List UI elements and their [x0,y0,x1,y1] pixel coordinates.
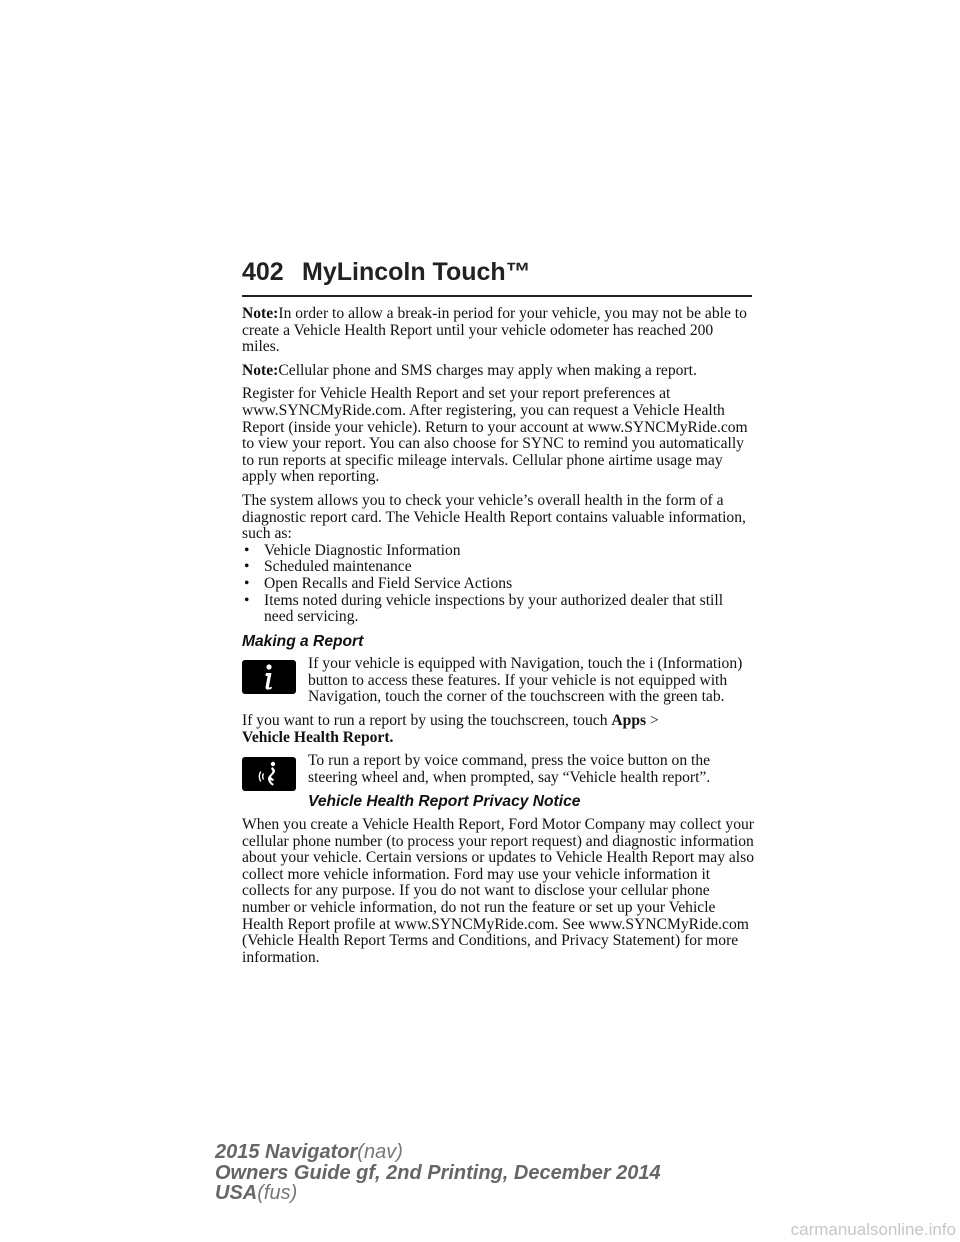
note-label: Note: [242,361,279,379]
bullet-list [242,543,754,626]
voice-paragraph-text: To run a report by voice command, press the voice button on the steering wheel and, when prompted, say “Vehicle health report”. [308,752,711,786]
voice-icon [242,757,296,791]
footer-model-code: (nav) [357,1141,403,1163]
paragraph-info-button [242,656,754,706]
footer-model: 2015 Navigator [215,1141,358,1163]
vehicle-health-report-label: Vehicle Health Report. [242,728,394,746]
apps-label: Apps [611,712,647,730]
list-item: • Vehicle Diagnostic Information [242,543,754,560]
paragraph-privacy: When you create a Vehicle Health Report, Ford Motor Company may collect your cellular phone number (to process your report request) and diagnostic information about your vehicle. Certain versions or updates to Vehicle Health Report may also collect more vehicle information. Ford may use your vehicle information it collects for any purpose. If you do not want to disclose your cellular phone number or vehicle information, do not run the feature or set up your Vehicle Health Report profile at www.SYNCMyRide.com. See www.SYNCMyRide.com (Vehicle Health Report Terms and Conditions, and Privacy Statement) for more information. [242,816,755,966]
touch-prefix: If you want to run a report by using the touchscreen, touch [242,712,612,730]
chapter-title: MyLincoln Touch™ [302,258,531,286]
paragraph-register: Register for Vehicle Health Report and set your report preferences at www.SYNCMyRide.com. After registering, you can request a Vehicle Health Report (inside your vehicle). Return to your account at www.SYNCMyRide.com to view your report. You can also choose for SYNC to remind you automatically to run reports at specific mileage intervals. Cellular phone airtime usage may apply when reporting. [242,385,748,486]
note-text: Cellular phone and SMS charges may apply when making a report. [278,361,697,379]
page-header [242,258,752,298]
touch-separator: > [646,712,659,730]
list-item: • Items noted during vehicle inspections by your authorized dealer that still need servicing. [242,593,754,626]
paragraph-touchscreen [242,713,754,746]
footer-line-market [215,1183,661,1204]
page-number: 402 [242,258,284,286]
footer-line-model [215,1142,661,1163]
header-rule [242,295,752,297]
heading-privacy-notice: Vehicle Health Report Privacy Notice [308,793,581,811]
note-charges [242,363,754,380]
info-paragraph-text: If your vehicle is equipped with Navigation, touch the i (Information) button to access these features. If your vehicle is not equipped with Navigation, touch the corner of the touchscreen with the green tab. [308,655,743,706]
page-content [242,306,754,973]
note-label: Note: [242,305,279,322]
footer-line-guide [215,1163,661,1184]
page-footer [215,1142,661,1204]
note-break-in [242,306,754,356]
watermark: carmanualsonline.info [790,1220,956,1239]
paragraph-system: The system allows you to check your vehicle’s overall health in the form of a diagnostic report card. The Vehicle Health Report contains valuable information, such as: [242,491,746,543]
footer-market: USA [215,1182,258,1204]
info-icon [242,660,296,694]
list-item: • Open Recalls and Field Service Actions [242,576,754,593]
note-text: In order to allow a break-in period for your vehicle, you may not be able to create a Vehicle Health Report until your vehicle odometer has reached 200 miles. [242,305,747,356]
footer-market-code: (fus) [257,1182,298,1204]
heading-making-a-report: Making a Report [242,632,364,650]
list-item: • Scheduled maintenance [242,559,754,576]
paragraph-voice-command [242,753,754,786]
footer-guide: Owners Guide gf, 2nd Printing, December 2014 [215,1161,661,1184]
